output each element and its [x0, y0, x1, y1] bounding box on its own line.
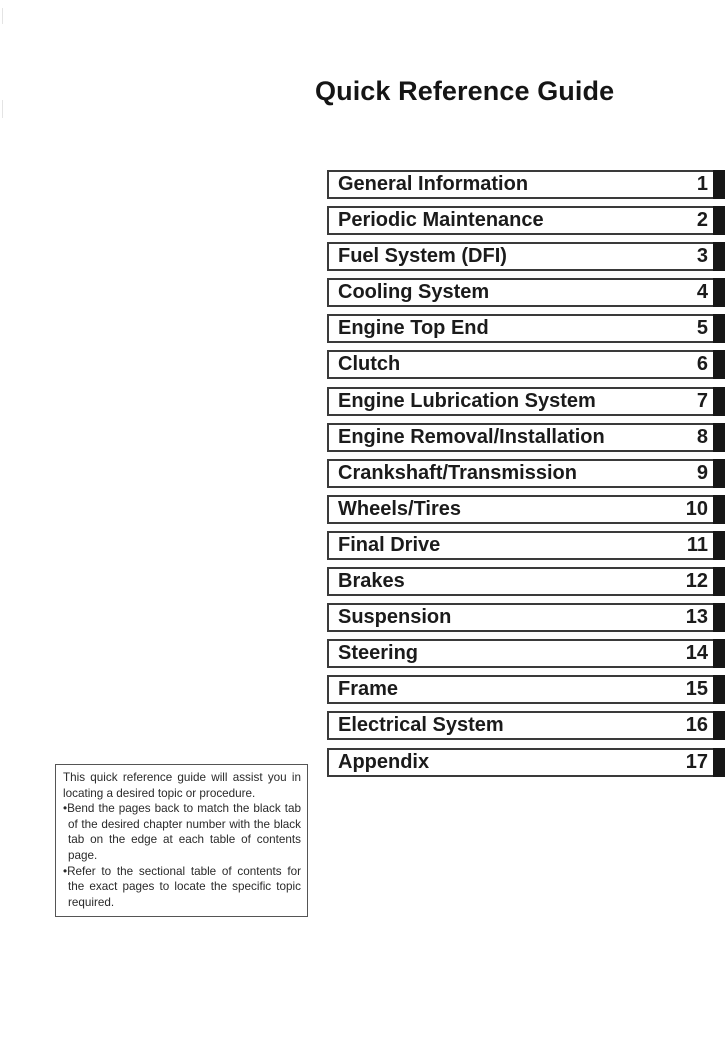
toc-item-box[interactable]: [327, 495, 713, 524]
chapter-tab: [713, 531, 725, 560]
note-bullet: •Bend the pages back to match the black tab of the desired chapter number with the black tab on the edge at each table of contents page.: [63, 802, 301, 862]
toc-item-label: Final Drive: [338, 533, 441, 556]
toc-item-steering[interactable]: [327, 639, 725, 668]
chapter-tab: [713, 748, 725, 777]
chapter-tab: [713, 675, 725, 704]
toc-item-number: 3: [696, 245, 708, 268]
toc-item-label: Steering: [338, 642, 419, 665]
chapter-tab: [713, 711, 725, 740]
toc-item-number: 2: [696, 209, 708, 232]
toc-item-cooling-system[interactable]: [327, 278, 725, 307]
toc-item-label: Appendix: [338, 750, 430, 773]
toc-item-box[interactable]: [327, 675, 713, 704]
toc-item-box[interactable]: [327, 278, 713, 307]
toc-item-box[interactable]: [327, 423, 713, 452]
chapter-tab: [713, 170, 725, 199]
toc-item-wheels-tires[interactable]: [327, 495, 725, 524]
toc-item-number: 11: [686, 533, 708, 556]
toc-item-label: Wheels/Tires: [338, 497, 462, 520]
toc-item-number: 4: [696, 281, 708, 304]
toc-item-box[interactable]: [327, 242, 713, 271]
toc-item-label: General Information: [338, 173, 529, 195]
chapter-tab: [713, 350, 725, 379]
toc-item-number: 15: [685, 678, 708, 701]
chapter-tab: [713, 423, 725, 452]
toc-item-label: Crankshaft/Transmission: [338, 461, 577, 484]
toc-item-box[interactable]: [327, 314, 713, 343]
usage-note-box: [55, 764, 308, 917]
note-intro: This quick reference guide will assist you in locating a desired topic or procedure.: [63, 771, 301, 800]
chapter-tab: [713, 603, 725, 632]
toc-item-suspension[interactable]: [327, 603, 725, 632]
chapter-tab: [713, 206, 725, 235]
toc-item-box[interactable]: [327, 603, 713, 632]
toc-item-crankshaft-transmission[interactable]: [327, 459, 725, 488]
toc-item-box[interactable]: [327, 350, 713, 379]
toc-item-box[interactable]: [327, 531, 713, 560]
page-title: Quick Reference Guide: [315, 76, 615, 106]
toc-item-fuel-system[interactable]: [327, 242, 725, 271]
toc-item-number: 13: [685, 606, 708, 629]
chapter-tab: [713, 495, 725, 524]
toc-item-label: Frame: [338, 678, 399, 701]
toc-item-appendix[interactable]: [327, 748, 725, 777]
toc-item-box[interactable]: [327, 567, 713, 596]
toc-item-number: 16: [685, 714, 708, 737]
toc-item-number: 7: [696, 389, 708, 412]
toc-item-box[interactable]: [327, 711, 713, 740]
toc-item-number: 9: [696, 461, 708, 484]
toc-item-number: 14: [685, 642, 708, 665]
toc-item-frame[interactable]: [327, 675, 725, 704]
chapter-tab: [713, 242, 725, 271]
toc-item-label: Cooling System: [338, 281, 490, 304]
toc-item-final-drive[interactable]: [327, 531, 725, 560]
toc-item-engine-lubrication-system[interactable]: [327, 387, 725, 416]
toc-item-label: Brakes: [338, 570, 405, 593]
toc-item-label: Fuel System (DFI): [338, 245, 507, 268]
page-edge-mark: [2, 100, 3, 118]
toc-item-number: 5: [696, 317, 708, 340]
chapter-tab: [713, 314, 725, 343]
toc-item-electrical-system[interactable]: [327, 711, 725, 740]
toc-item-label: Engine Top End: [338, 317, 489, 340]
toc-item-engine-removal-installation[interactable]: [327, 423, 725, 452]
chapter-tab: [713, 459, 725, 488]
toc-item-number: 8: [696, 425, 708, 448]
note-bullet: •Refer to the sectional table of contents for the exact pages to locate the specific topic required.: [63, 864, 301, 909]
toc-item-label: Engine Lubrication System: [338, 389, 596, 412]
toc-item-clutch[interactable]: [327, 350, 725, 379]
chapter-tab: [713, 639, 725, 668]
toc-item-box[interactable]: [327, 748, 713, 777]
chapter-tab: [713, 278, 725, 307]
toc-item-periodic-maintenance[interactable]: [327, 206, 725, 235]
toc-item-number: 10: [685, 497, 708, 520]
toc-item-box[interactable]: [327, 459, 713, 488]
toc-item-engine-top-end[interactable]: [327, 314, 725, 343]
toc-item-label: Engine Removal/Installation: [338, 425, 605, 448]
toc-item-label: Electrical System: [338, 714, 504, 737]
toc-item-general-information[interactable]: [327, 170, 725, 199]
toc-item-box[interactable]: [327, 387, 713, 416]
toc-item-box[interactable]: [327, 639, 713, 668]
toc-item-number: 1: [696, 173, 708, 195]
toc-item-number: 12: [685, 570, 708, 593]
toc-item-brakes[interactable]: [327, 567, 725, 596]
toc-item-label: Clutch: [338, 353, 401, 376]
toc-item-box[interactable]: [327, 170, 713, 199]
page-edge-mark: [2, 8, 3, 24]
toc-item-number: 6: [696, 353, 708, 376]
toc-list: [327, 170, 725, 784]
chapter-tab: [713, 567, 725, 596]
toc-item-box[interactable]: [327, 206, 713, 235]
toc-item-label: Suspension: [338, 606, 452, 629]
toc-item-label: Periodic Maintenance: [338, 209, 544, 232]
toc-item-number: 17: [685, 750, 708, 773]
chapter-tab: [713, 387, 725, 416]
